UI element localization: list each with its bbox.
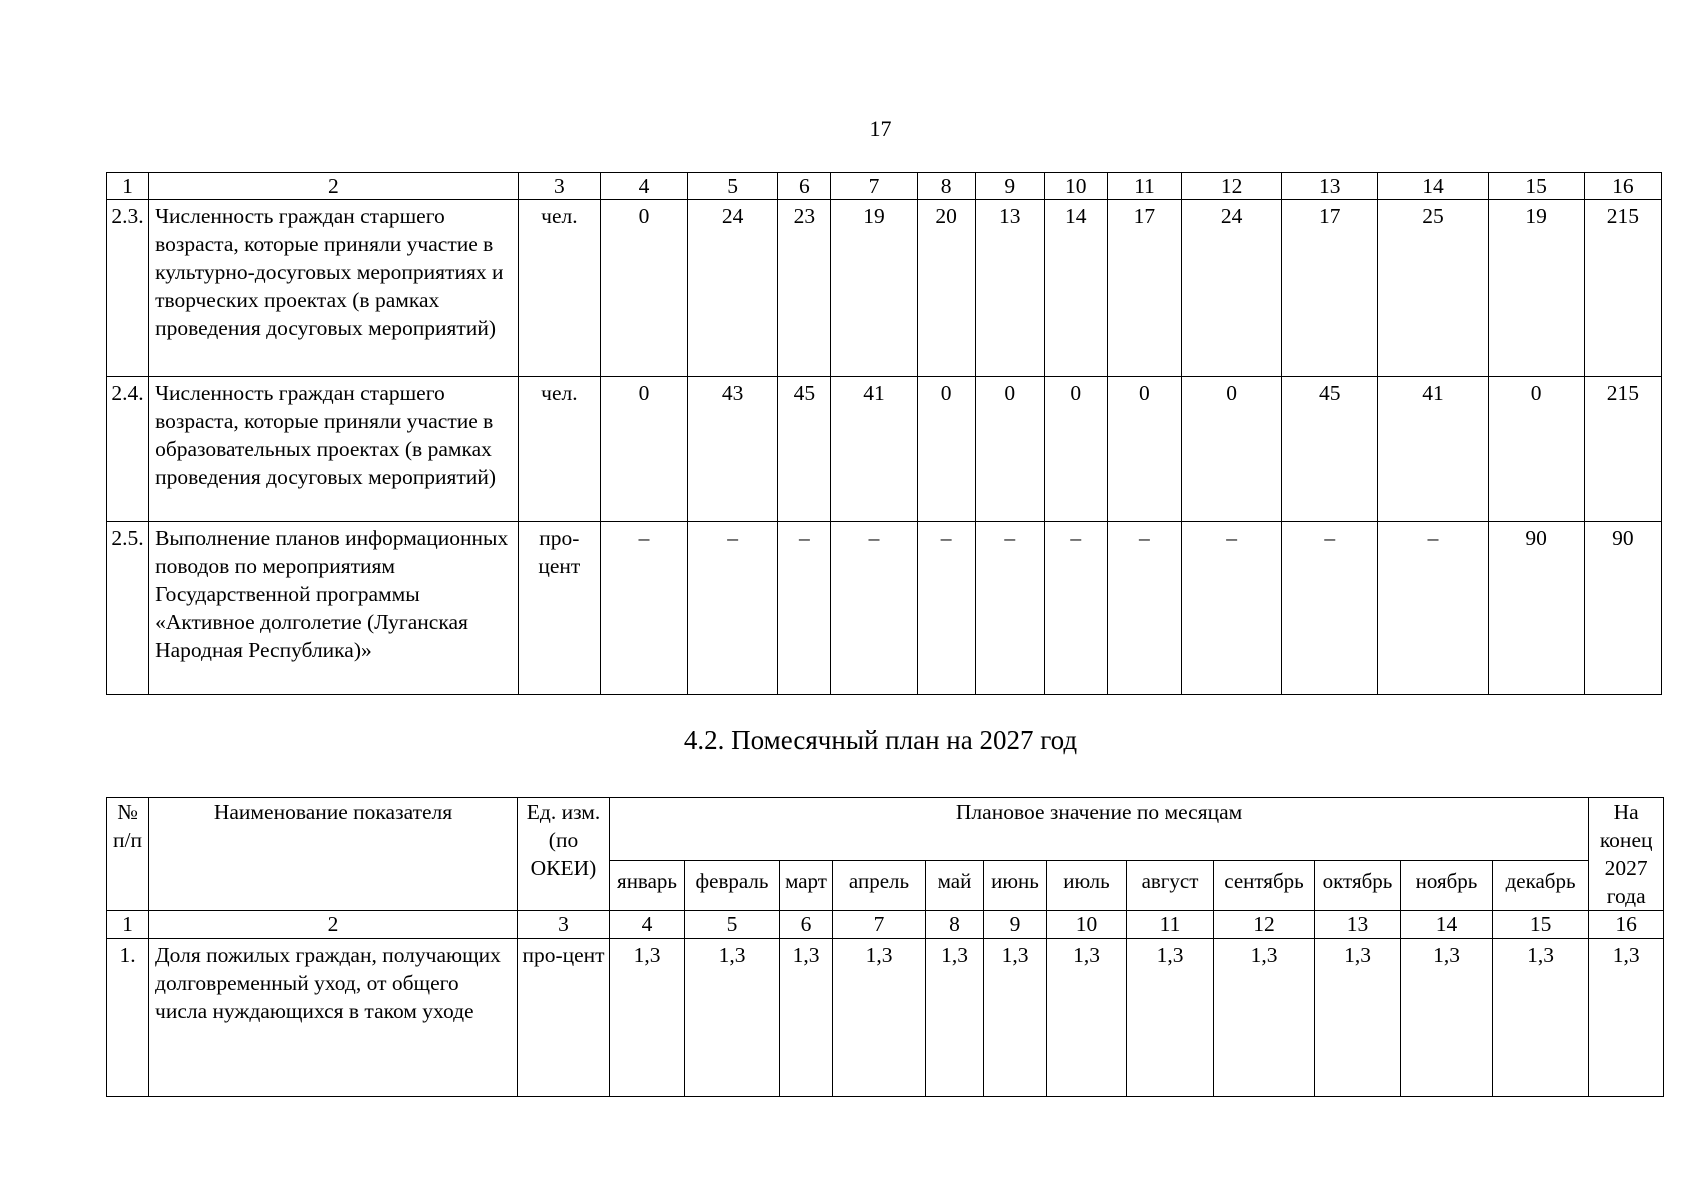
value-cell: 90: [1584, 522, 1661, 695]
value-cell: 17: [1282, 200, 1378, 377]
value-cell: 17: [1107, 200, 1181, 377]
value-cell: 1,3: [1214, 939, 1315, 1097]
header-cell: 14: [1401, 911, 1493, 939]
unit-cell: про-цент: [518, 522, 600, 695]
indicator-name: Доля пожилых граждан, получающих долговременный уход, от общего числа нуждающихся в таком уходе: [149, 939, 518, 1097]
value-cell: 20: [917, 200, 975, 377]
value-cell: 1,3: [780, 939, 833, 1097]
header-cell: 2: [149, 173, 519, 200]
value-cell: 1,3: [1127, 939, 1214, 1097]
value-cell: 1,3: [1493, 939, 1589, 1097]
month-header: октябрь: [1315, 860, 1401, 910]
value-cell: 41: [831, 377, 917, 522]
value-cell: 1,3: [1315, 939, 1401, 1097]
value-cell: 43: [688, 377, 778, 522]
value-cell: 0: [1044, 377, 1107, 522]
indicator-table-continued: [106, 172, 1662, 695]
value-cell: 90: [1488, 522, 1584, 695]
header-cell: 16: [1584, 173, 1661, 200]
header-cell: 5: [685, 911, 780, 939]
section-title: 4.2. Помесячный план на 2027 год: [683, 725, 1078, 755]
header-row: [107, 798, 1664, 861]
value-cell: 1,3: [685, 939, 780, 1097]
month-header: январь: [610, 860, 685, 910]
table-row: [107, 377, 1662, 522]
column-number-row: [107, 911, 1664, 939]
header-cell: 12: [1182, 173, 1282, 200]
header-cell: 16: [1589, 911, 1664, 939]
header-cell: 3: [518, 911, 610, 939]
col-number-header: № п/п: [107, 798, 149, 911]
table-row: [107, 522, 1662, 695]
value-cell: –: [975, 522, 1044, 695]
header-cell: 6: [778, 173, 831, 200]
value-cell: –: [1378, 522, 1488, 695]
indicator-name: Численность граждан старшего возраста, которые приняли участие в культурно-досуговых мероприятиях и творческих проектах (в рамках проведения досуговых мероприятий): [149, 200, 519, 377]
value-cell: 1,3: [610, 939, 685, 1097]
month-header: сентябрь: [1214, 860, 1315, 910]
value-cell: 0: [917, 377, 975, 522]
month-header: май: [926, 860, 984, 910]
value-cell: 41: [1378, 377, 1488, 522]
header-cell: 13: [1282, 173, 1378, 200]
header-cell: 11: [1127, 911, 1214, 939]
header-cell: 14: [1378, 173, 1488, 200]
value-cell: 0: [1107, 377, 1181, 522]
value-cell: 0: [600, 200, 687, 377]
value-cell: 1,3: [1047, 939, 1127, 1097]
header-cell: 1: [107, 173, 149, 200]
month-header: декабрь: [1493, 860, 1589, 910]
header-cell: 6: [780, 911, 833, 939]
value-cell: –: [917, 522, 975, 695]
header-cell: 10: [1047, 911, 1127, 939]
header-cell: 11: [1107, 173, 1181, 200]
header-cell: 5: [688, 173, 778, 200]
header-cell: 7: [833, 911, 926, 939]
value-cell: 215: [1584, 200, 1661, 377]
value-cell: –: [831, 522, 917, 695]
value-cell: –: [1282, 522, 1378, 695]
value-cell: –: [1107, 522, 1181, 695]
header-cell: 8: [926, 911, 984, 939]
value-cell: –: [1044, 522, 1107, 695]
value-cell: –: [688, 522, 778, 695]
indicator-name: Численность граждан старшего возраста, которые приняли участие в образовательных проектах (в рамках проведения досуговых мероприятий): [149, 377, 519, 522]
col-end-header: На конец 2027 года: [1589, 798, 1664, 911]
value-cell: –: [600, 522, 687, 695]
months-group-header: Плановое значение по месяцам: [610, 798, 1589, 861]
header-cell: 15: [1488, 173, 1584, 200]
value-cell: 24: [1182, 200, 1282, 377]
col-unit-header: Ед. изм. (по ОКЕИ): [518, 798, 610, 911]
value-cell: 0: [1182, 377, 1282, 522]
value-cell: 25: [1378, 200, 1488, 377]
col-name-header: Наименование показателя: [149, 798, 518, 911]
value-cell: 45: [778, 377, 831, 522]
value-cell: 0: [600, 377, 687, 522]
month-header: ноябрь: [1401, 860, 1493, 910]
table-row: [107, 200, 1662, 377]
header-cell: 8: [917, 173, 975, 200]
header-cell: 15: [1493, 911, 1589, 939]
header-cell: 9: [975, 173, 1044, 200]
header-cell: 2: [149, 911, 518, 939]
row-number: 1.: [107, 939, 149, 1097]
row-number: 2.5.: [107, 522, 149, 695]
value-cell: 1,3: [833, 939, 926, 1097]
value-cell: 215: [1584, 377, 1661, 522]
month-header: июль: [1047, 860, 1127, 910]
month-header: апрель: [833, 860, 926, 910]
header-cell: 13: [1315, 911, 1401, 939]
unit-cell: чел.: [518, 377, 600, 522]
value-cell: 23: [778, 200, 831, 377]
month-header: август: [1127, 860, 1214, 910]
value-cell: 1,3: [1589, 939, 1664, 1097]
month-header: февраль: [685, 860, 780, 910]
header-cell: 7: [831, 173, 917, 200]
monthly-plan-table: [106, 797, 1664, 1097]
value-cell: 1,3: [1401, 939, 1493, 1097]
value-cell: 13: [975, 200, 1044, 377]
month-header: июнь: [984, 860, 1047, 910]
value-cell: 19: [1488, 200, 1584, 377]
header-cell: 9: [984, 911, 1047, 939]
unit-cell: про-цент: [518, 939, 610, 1097]
value-cell: 1,3: [926, 939, 984, 1097]
value-cell: 24: [688, 200, 778, 377]
header-cell: 4: [600, 173, 687, 200]
header-cell: 1: [107, 911, 149, 939]
value-cell: 19: [831, 200, 917, 377]
value-cell: 1,3: [984, 939, 1047, 1097]
value-cell: –: [778, 522, 831, 695]
row-number: 2.3.: [107, 200, 149, 377]
value-cell: 14: [1044, 200, 1107, 377]
month-header: март: [780, 860, 833, 910]
header-cell: 4: [610, 911, 685, 939]
value-cell: 0: [1488, 377, 1584, 522]
table-row: [107, 939, 1664, 1097]
header-cell: 10: [1044, 173, 1107, 200]
unit-cell: чел.: [518, 200, 600, 377]
value-cell: –: [1182, 522, 1282, 695]
value-cell: 45: [1282, 377, 1378, 522]
header-cell: 3: [518, 173, 600, 200]
row-number: 2.4.: [107, 377, 149, 522]
header-cell: 12: [1214, 911, 1315, 939]
value-cell: 0: [975, 377, 1044, 522]
column-number-row: [107, 173, 1662, 200]
page-number: 17: [869, 116, 892, 141]
indicator-name: Выполнение планов информационных поводов по мероприятиям Государственной программы «Активное долголетие (Луганская Народная Республика)»: [149, 522, 519, 695]
